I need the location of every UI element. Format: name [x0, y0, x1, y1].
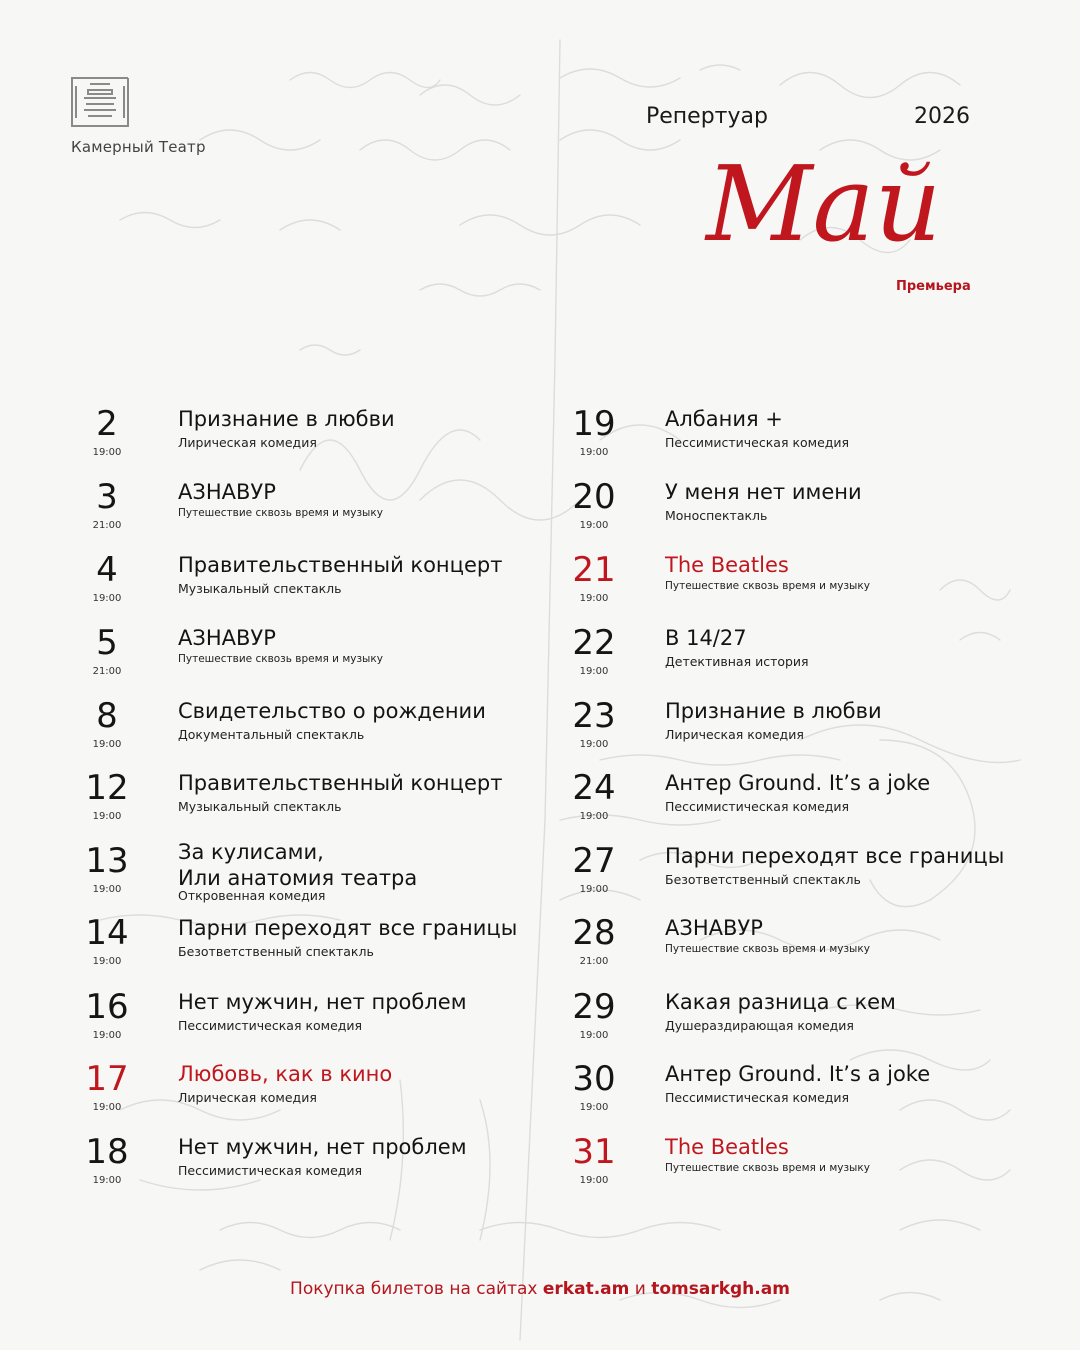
- entry-genre: Музыкальный спектакль: [178, 799, 342, 814]
- entry-time: 21:00: [579, 956, 609, 967]
- entry-title: [178, 839, 417, 891]
- entry-time: 19:00: [92, 956, 122, 967]
- entry-title: АЗНАВУР: [665, 916, 763, 940]
- entry-genre: Лирическая комедия: [178, 1090, 317, 1105]
- entry-time: 19:00: [92, 1102, 122, 1113]
- entry-genre: Путешествие сквозь время и музыку: [665, 943, 870, 955]
- entry-title: Правительственный концерт: [178, 553, 503, 577]
- entry-genre: Пессимистическая комедия: [665, 435, 850, 450]
- entry-time: 19:00: [579, 447, 609, 458]
- entry-time: 19:00: [92, 447, 122, 458]
- entry-genre: Пессимистическая комедия: [178, 1018, 363, 1033]
- entry-title: Нет мужчин, нет проблем: [178, 990, 467, 1014]
- entry-time: 19:00: [579, 884, 609, 895]
- entry-day: 21: [572, 550, 616, 590]
- entry-day: 16: [85, 987, 129, 1027]
- entry-day: 30: [572, 1059, 616, 1099]
- entry-title: Правительственный концерт: [178, 771, 503, 795]
- footer-conjunction: и: [629, 1279, 652, 1299]
- entry-genre: Безответственный спектакль: [178, 944, 374, 959]
- entry-day: 22: [572, 623, 616, 663]
- year: 2026: [914, 104, 970, 129]
- entry-title: Свидетельство о рождении: [178, 699, 486, 723]
- entry-day: 5: [96, 623, 118, 663]
- entry-time: 19:00: [579, 811, 609, 822]
- entry-title: Любовь, как в кино: [178, 1062, 393, 1086]
- entry-genre: Документальный спектакль: [178, 727, 365, 742]
- entry-day: 20: [572, 477, 616, 517]
- entry-title: Парни переходят все границы: [178, 916, 518, 940]
- entry-day: 27: [572, 841, 616, 881]
- entry-title: АЗНАВУР: [178, 626, 276, 650]
- entry-day: 13: [85, 841, 129, 881]
- entry-genre: Пессимистическая комедия: [178, 1163, 363, 1178]
- entry-time: 19:00: [579, 593, 609, 604]
- entry-title: The Beatles: [665, 553, 789, 577]
- entry-time: 19:00: [579, 1030, 609, 1041]
- entry-title: Признание в любви: [178, 407, 395, 431]
- premiere-note: Премьера: [896, 279, 971, 294]
- entry-title: В 14/27: [665, 626, 747, 650]
- entry-title: Албания +: [665, 407, 783, 431]
- entry-day: 24: [572, 768, 616, 808]
- repertoire-label: Репертуар: [646, 104, 768, 129]
- theatre-name: Камерный Театр: [71, 138, 206, 156]
- entry-time: 19:00: [92, 884, 122, 895]
- entry-title: Какая разница с кем: [665, 990, 896, 1014]
- entry-title: Антер Ground. It’s a joke: [665, 771, 931, 795]
- entry-genre: Душераздирающая комедия: [665, 1018, 854, 1033]
- entry-genre: Откровенная комедия: [178, 888, 326, 903]
- entry-day: 19: [572, 404, 616, 444]
- entry-day: 31: [572, 1132, 616, 1172]
- entry-time: 19:00: [579, 739, 609, 750]
- footer-text: Покупка билетов на сайтах: [290, 1279, 543, 1299]
- entry-day: 29: [572, 987, 616, 1027]
- entry-time: 19:00: [579, 666, 609, 677]
- entry-genre: Путешествие сквозь время и музыку: [665, 1162, 870, 1174]
- entry-title: Нет мужчин, нет проблем: [178, 1135, 467, 1159]
- entry-time: 19:00: [579, 1175, 609, 1186]
- entry-time: 19:00: [92, 811, 122, 822]
- entry-genre: Пессимистическая комедия: [665, 1090, 850, 1105]
- entry-genre: Путешествие сквозь время и музыку: [665, 580, 870, 592]
- entry-time: 19:00: [92, 739, 122, 750]
- entry-title: Антер Ground. It’s a joke: [665, 1062, 931, 1086]
- entry-genre: Детективная история: [665, 654, 809, 669]
- month-title: Май: [706, 143, 942, 265]
- entry-day: 28: [572, 913, 616, 953]
- entry-genre: Моноспектакль: [665, 508, 768, 523]
- entry-day: 23: [572, 696, 616, 736]
- entry-time: 19:00: [92, 1030, 122, 1041]
- entry-title-line: За кулисами,: [178, 840, 324, 864]
- entry-title: Признание в любви: [665, 699, 882, 723]
- entry-title: У меня нет имени: [665, 480, 862, 504]
- entry-time: 19:00: [92, 1175, 122, 1186]
- entry-genre: Лирическая комедия: [665, 727, 804, 742]
- entry-day: 3: [96, 477, 118, 517]
- entry-time: 21:00: [92, 666, 122, 677]
- entry-title: Парни переходят все границы: [665, 844, 1005, 868]
- entry-genre: Музыкальный спектакль: [178, 581, 342, 596]
- entry-title: АЗНАВУР: [178, 480, 276, 504]
- entry-genre: Путешествие сквозь время и музыку: [178, 653, 383, 665]
- entry-time: 19:00: [579, 520, 609, 531]
- tomsarkgh-link[interactable]: tomsarkgh.am: [651, 1279, 790, 1299]
- month-title-script: [700, 128, 970, 268]
- ticket-purchase-note: [0, 1279, 1080, 1299]
- entry-time: 19:00: [579, 1102, 609, 1113]
- entry-day: 17: [85, 1059, 129, 1099]
- entry-day: 14: [85, 913, 129, 953]
- entry-time: 21:00: [92, 520, 122, 531]
- entry-genre: Пессимистическая комедия: [665, 799, 850, 814]
- entry-day: 12: [85, 768, 129, 808]
- entry-genre: Лирическая комедия: [178, 435, 317, 450]
- entry-genre: Безответственный спектакль: [665, 872, 861, 887]
- entry-genre: Путешествие сквозь время и музыку: [178, 507, 383, 519]
- entry-day: 8: [96, 696, 118, 736]
- entry-day: 2: [96, 404, 118, 444]
- entry-title: The Beatles: [665, 1135, 789, 1159]
- erkat-link[interactable]: erkat.am: [542, 1279, 630, 1299]
- entry-time: 19:00: [92, 593, 122, 604]
- entry-day: 18: [85, 1132, 129, 1172]
- theatre-logo-icon: [70, 76, 130, 128]
- entry-day: 4: [96, 550, 118, 590]
- entry-title-line: Или анатомия театра: [178, 866, 418, 890]
